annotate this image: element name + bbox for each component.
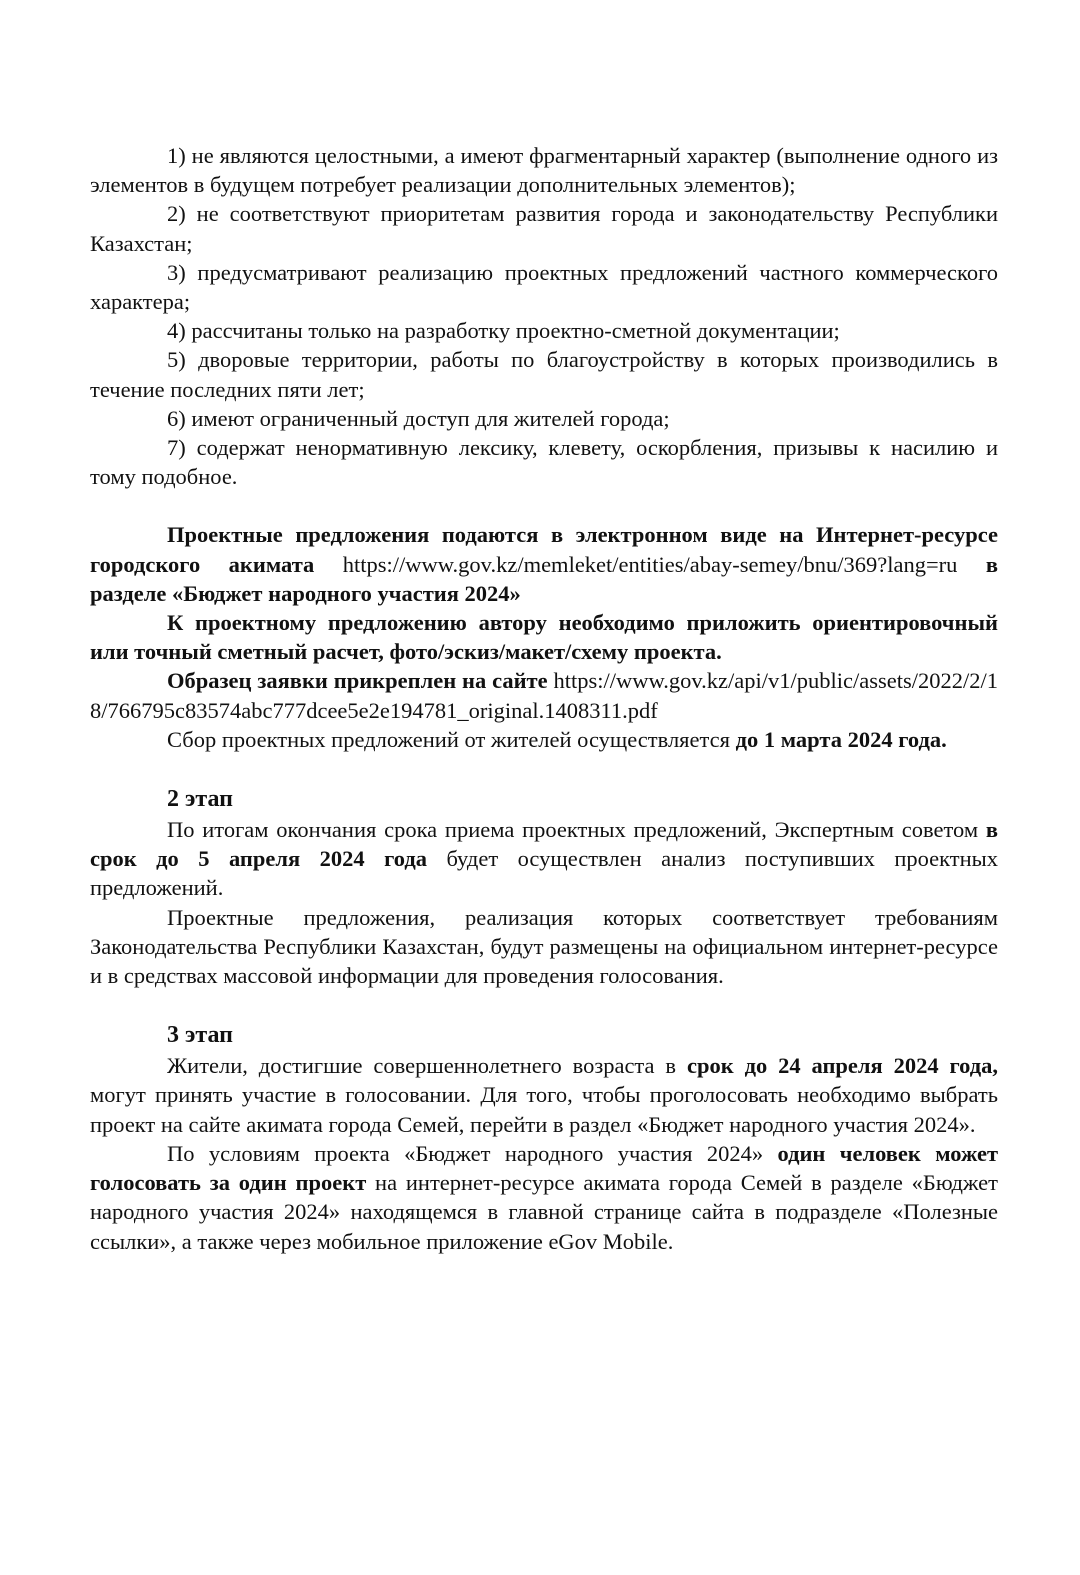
list-item: 1) не являются целостными, а имеют фрагментарный характер (выполнение одного из элементов в будущем потребует реализации дополнительных элементов); [90, 143, 998, 198]
stage3-paragraph-1 [90, 1051, 998, 1139]
list-item: 3) предусматривают реализацию проектных предложений частного коммерческого характера; [90, 259, 998, 315]
stage3-p2-end: на интернет-ресурсе акимата города Семей в разделе «Бюджет народного участия 2024» находящемся в главной странице сайта в подразделе «Полезные ссылки», а также через мобильное приложение eGov Mobile. [90, 1170, 998, 1254]
exclusion-list [90, 141, 998, 491]
list-item: 4) рассчитаны только на разработку проектно-сметной документации; [167, 318, 840, 344]
collect-deadline: до 1 марта 2024 года. [735, 726, 947, 752]
stage2-p1-end: будет осуществлен анализ поступивших проектных предложений. [90, 846, 999, 901]
list-item: 6) имеют ограниченный доступ для жителей города; [167, 405, 670, 431]
submission-paragraph [90, 520, 998, 608]
sample-paragraph [90, 666, 998, 724]
stage3-p2-start: По условиям проекта «Бюджет народного участия 2024» [167, 1140, 764, 1166]
list-item: 7) содержат ненормативную лексику, клевету, оскорбления, призывы к насилию и тому подобное. [90, 435, 998, 490]
stage3-p1-end: могут принять участие в голосовании. Для того, чтобы проголосовать необходимо выбрать проект на сайте акимата города Семей, перейти в раздел «Бюджет народного участия 2024». [90, 1082, 998, 1137]
submission-intro: Проектные предложения подаются в электронном виде на Интернет-ресурсе городского акимата [90, 522, 998, 577]
collect-paragraph [90, 725, 998, 754]
list-item: 5) дворовые территории, работы по благоустройству в которых производились в течение последних пяти лет; [90, 347, 998, 402]
attach-paragraph [90, 608, 998, 666]
stage2-paragraph-1 [90, 815, 998, 903]
stage2-paragraph-2: Проектные предложения, реализация которых соответствует требованиям Законодательства Республики Казахстан, будут размещены на официальном интернет-ресурсе и в средствах массовой информации для проведения голосования. [90, 904, 998, 989]
sample-url[interactable]: https://www.gov.kz/api/v1/public/assets/2022/2/18/766795c83574abc777dcee5e2e194781_original.1408311.pdf [90, 668, 998, 723]
attach-text: К проектному предложению автору необходимо приложить ориентировочный или точный сметный расчет, фото/эскиз/макет/схему проекта. [90, 610, 998, 665]
stage2-deadline: в срок до 5 апреля 2024 года [90, 817, 999, 872]
list-item: 2) не соответствуют приоритетам развития города и законодательству Республики Казахстан; [90, 201, 998, 256]
submission-section [90, 520, 998, 754]
stage3-deadline: срок до 24 апреля 2024 года, [686, 1053, 999, 1079]
document-page [90, 141, 998, 1256]
sample-text: Образец заявки прикреплен на сайте [167, 668, 548, 694]
stage2-section [90, 783, 998, 990]
stage2-p1-start: По итогам окончания срока приема проектных предложений, Экспертным советом [167, 817, 979, 843]
submission-section-name: в разделе «Бюджет народного участия 2024» [90, 551, 999, 606]
collect-text: Сбор проектных предложений от жителей осуществляется [167, 726, 730, 752]
stage2-title: 2 этап [167, 786, 233, 813]
stage3-title: 3 этап [167, 1022, 233, 1049]
stage3-p1-start: Жители, достигшие совершеннолетнего возраста в [167, 1053, 677, 1079]
stage3-paragraph-2 [90, 1139, 998, 1256]
stage3-rule: один человек может голосовать за один проект [90, 1140, 998, 1196]
stage3-section [90, 1019, 998, 1255]
submission-url[interactable]: https://www.gov.kz/memleket/entities/abay-semey/bnu/369?lang=ru [342, 551, 958, 577]
